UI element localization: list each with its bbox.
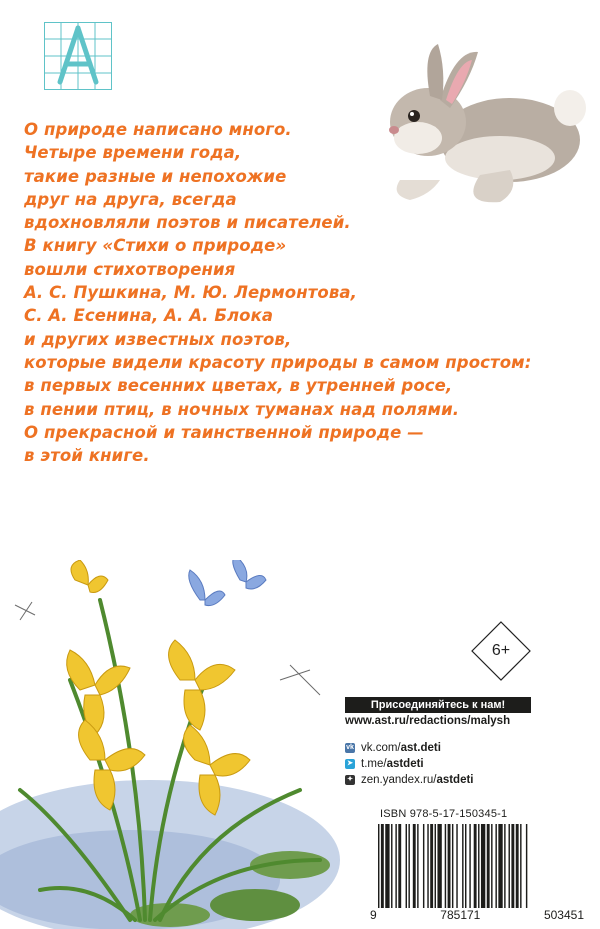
hare-illustration (370, 30, 592, 210)
description-line: Четыре времени года, (24, 143, 242, 163)
description-line: в пении птиц, в ночных туманах над полями. (24, 399, 460, 419)
description-line: А. С. Пушкина, М. Ю. Лермонтова, (24, 283, 357, 303)
social-link-handle: ast.deti (400, 742, 441, 754)
age-rating-badge (470, 620, 532, 682)
publisher-logo-icon (44, 22, 112, 90)
isbn-number: ISBN 978-5-17-150345-1 (380, 808, 508, 820)
barcode-digits (368, 908, 586, 922)
barcode (368, 822, 586, 926)
iris-flowers-illustration (0, 560, 340, 929)
description-line: вдохновляли поэтов и писателей. (24, 213, 351, 233)
barcode-icon (378, 824, 576, 908)
age-rating-text: 6+ (491, 642, 511, 659)
description-line: которые видели красоту природы в самом простом: (24, 352, 532, 372)
description-line: друг на друга, всегда (24, 189, 237, 209)
publisher-website-link[interactable]: www.ast.ru/redactions/malysh (345, 715, 511, 727)
join-us-banner: Присоединяйтесь к нам! (345, 697, 531, 713)
social-link-prefix: zen.yandex.ru/ (361, 774, 437, 786)
barcode-digit-group: 785171 (440, 908, 481, 922)
description-line: в первых весенних цветах, в утренней росе, (24, 376, 453, 396)
description-line: вошли стихотворения (24, 259, 236, 279)
vk-icon: vk (346, 744, 354, 751)
description-line: С. А. Есенина, А. А. Блока (24, 306, 274, 326)
social-links (345, 740, 545, 788)
description-line: О прекрасной и таинственной природе — (24, 422, 424, 442)
telegram-icon: ➤ (345, 759, 355, 769)
description-line: такие разные и непохожие (24, 166, 287, 186)
social-link-prefix: t.me/ (361, 758, 387, 770)
zen-icon: ✦ (345, 775, 355, 785)
description-line: О природе написано много. (24, 120, 292, 139)
description-line: в этой книге. (24, 446, 150, 466)
social-link-prefix: vk.com/ (361, 742, 401, 754)
description-line: и других известных поэтов, (24, 329, 292, 349)
social-link-telegram[interactable] (345, 756, 545, 772)
description-line: В книгу «Стихи о природе» (24, 236, 287, 256)
social-link-zen[interactable] (345, 772, 545, 788)
social-link-handle: astdeti (386, 758, 424, 770)
barcode-digit-group: 503451 (543, 908, 584, 922)
social-link-handle: astdeti (436, 774, 474, 786)
social-link-vk[interactable] (345, 740, 545, 756)
barcode-digit-group: 9 (370, 908, 377, 922)
